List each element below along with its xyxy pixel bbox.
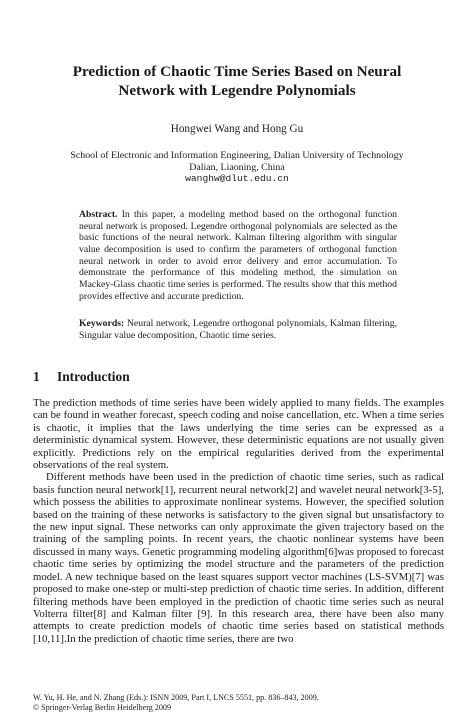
body-text [33,397,444,645]
authors: Hongwei Wang and Hong Gu [170,123,304,135]
abstract-label: Abstract. [79,209,118,220]
keywords-label: Keywords: [79,318,125,329]
paragraph-2: Different methods have been used in the prediction of chaotic time series, such as radical basis function neural network[1], recurrent neural network[2] and wavelet neural network[3-5], which possess the abilities to approximate nonlinear systems. However, the specified solution based on the training of these networks is satisfactory to the given signal but unsatisfactory to the new input signal. These networks can only approximate the given trajectory based on the training of the sampling points. In recent years, the chaotic nonlinear systems have been discussed in many ways. Genetic programming modeling algorithm[6]was proposed to forecast chaotic time series by optimizing the model structure and the parameters of the prediction model. A new technique based on the least squares support vector machines (LS-SVM)[7] was proposed to make one-step or multi-step prediction of chaotic time series. In addition, different filtering methods have been employed in the prediction of chaotic time series such as neural Volterra filter[8] and Kalman filter [9]. In this research area, there have been also many attempts to create prediction models of chaotic time series based on statistical methods [10,11].In the prediction of chaotic time series, there are two [33,471,444,645]
author-email: wanghw@dlut.edu.cn [185,173,289,185]
title-line-2: Network with Legendre Polynomials [118,82,356,99]
affiliation [30,150,444,185]
footer-citation: W. Yu, H. He, and N. Zhang (Eds.): ISNN 2009, Part I, LNCS 5551, pp. 836–843, 2009. [33,693,319,702]
affiliation-line-1: School of Electronic and Information Engineering, Dalian University of Technology [70,150,404,161]
abstract [79,209,397,302]
footer-copyright: © Springer-Verlag Berlin Heidelberg 2009 [33,703,171,713]
paper-title [30,62,444,100]
section-title: Introduction [57,369,130,384]
keywords-text: Neural network, Legendre orthogonal polynomials, Kalman filtering, Singular value decomposition, Chaotic time series. [79,318,397,341]
section-number: 1 [33,369,40,384]
section-heading [33,369,453,385]
abstract-text: In this paper, a modeling method based on the orthogonal function neural network is proposed. Legendre orthogonal polynomials are selected as the basic functions of the neural network. Kalman filtering algorithm with singular value decomposition is used to confirm the parameters of orthogonal function neural network in order to avoid error delivery and error accumulation. To demonstrate the performance of this modeling method, the simulation on Mackey-Glass chaotic time series is performed. The results show that this method provides effective and accurate prediction. [79,209,398,302]
affiliation-line-2: Dalian, Liaoning, China [189,161,285,173]
keywords [79,318,397,341]
paragraph-1: The prediction methods of time series have been widely applied to many fields. The examples can be found in weather forecast, speech coding and noise cancellation, etc. When a time series is chaotic, it implies that the laws underlying the time series can be expressed as a deterministic dynamical system. However, these deterministic equations are not usually given explicitly. Predictions rely on the empirical regularities derived from the experimental observations of the real system. [33,397,444,472]
page-footer [33,693,453,714]
title-line-1: Prediction of Chaotic Time Series Based on Neural [72,63,402,80]
